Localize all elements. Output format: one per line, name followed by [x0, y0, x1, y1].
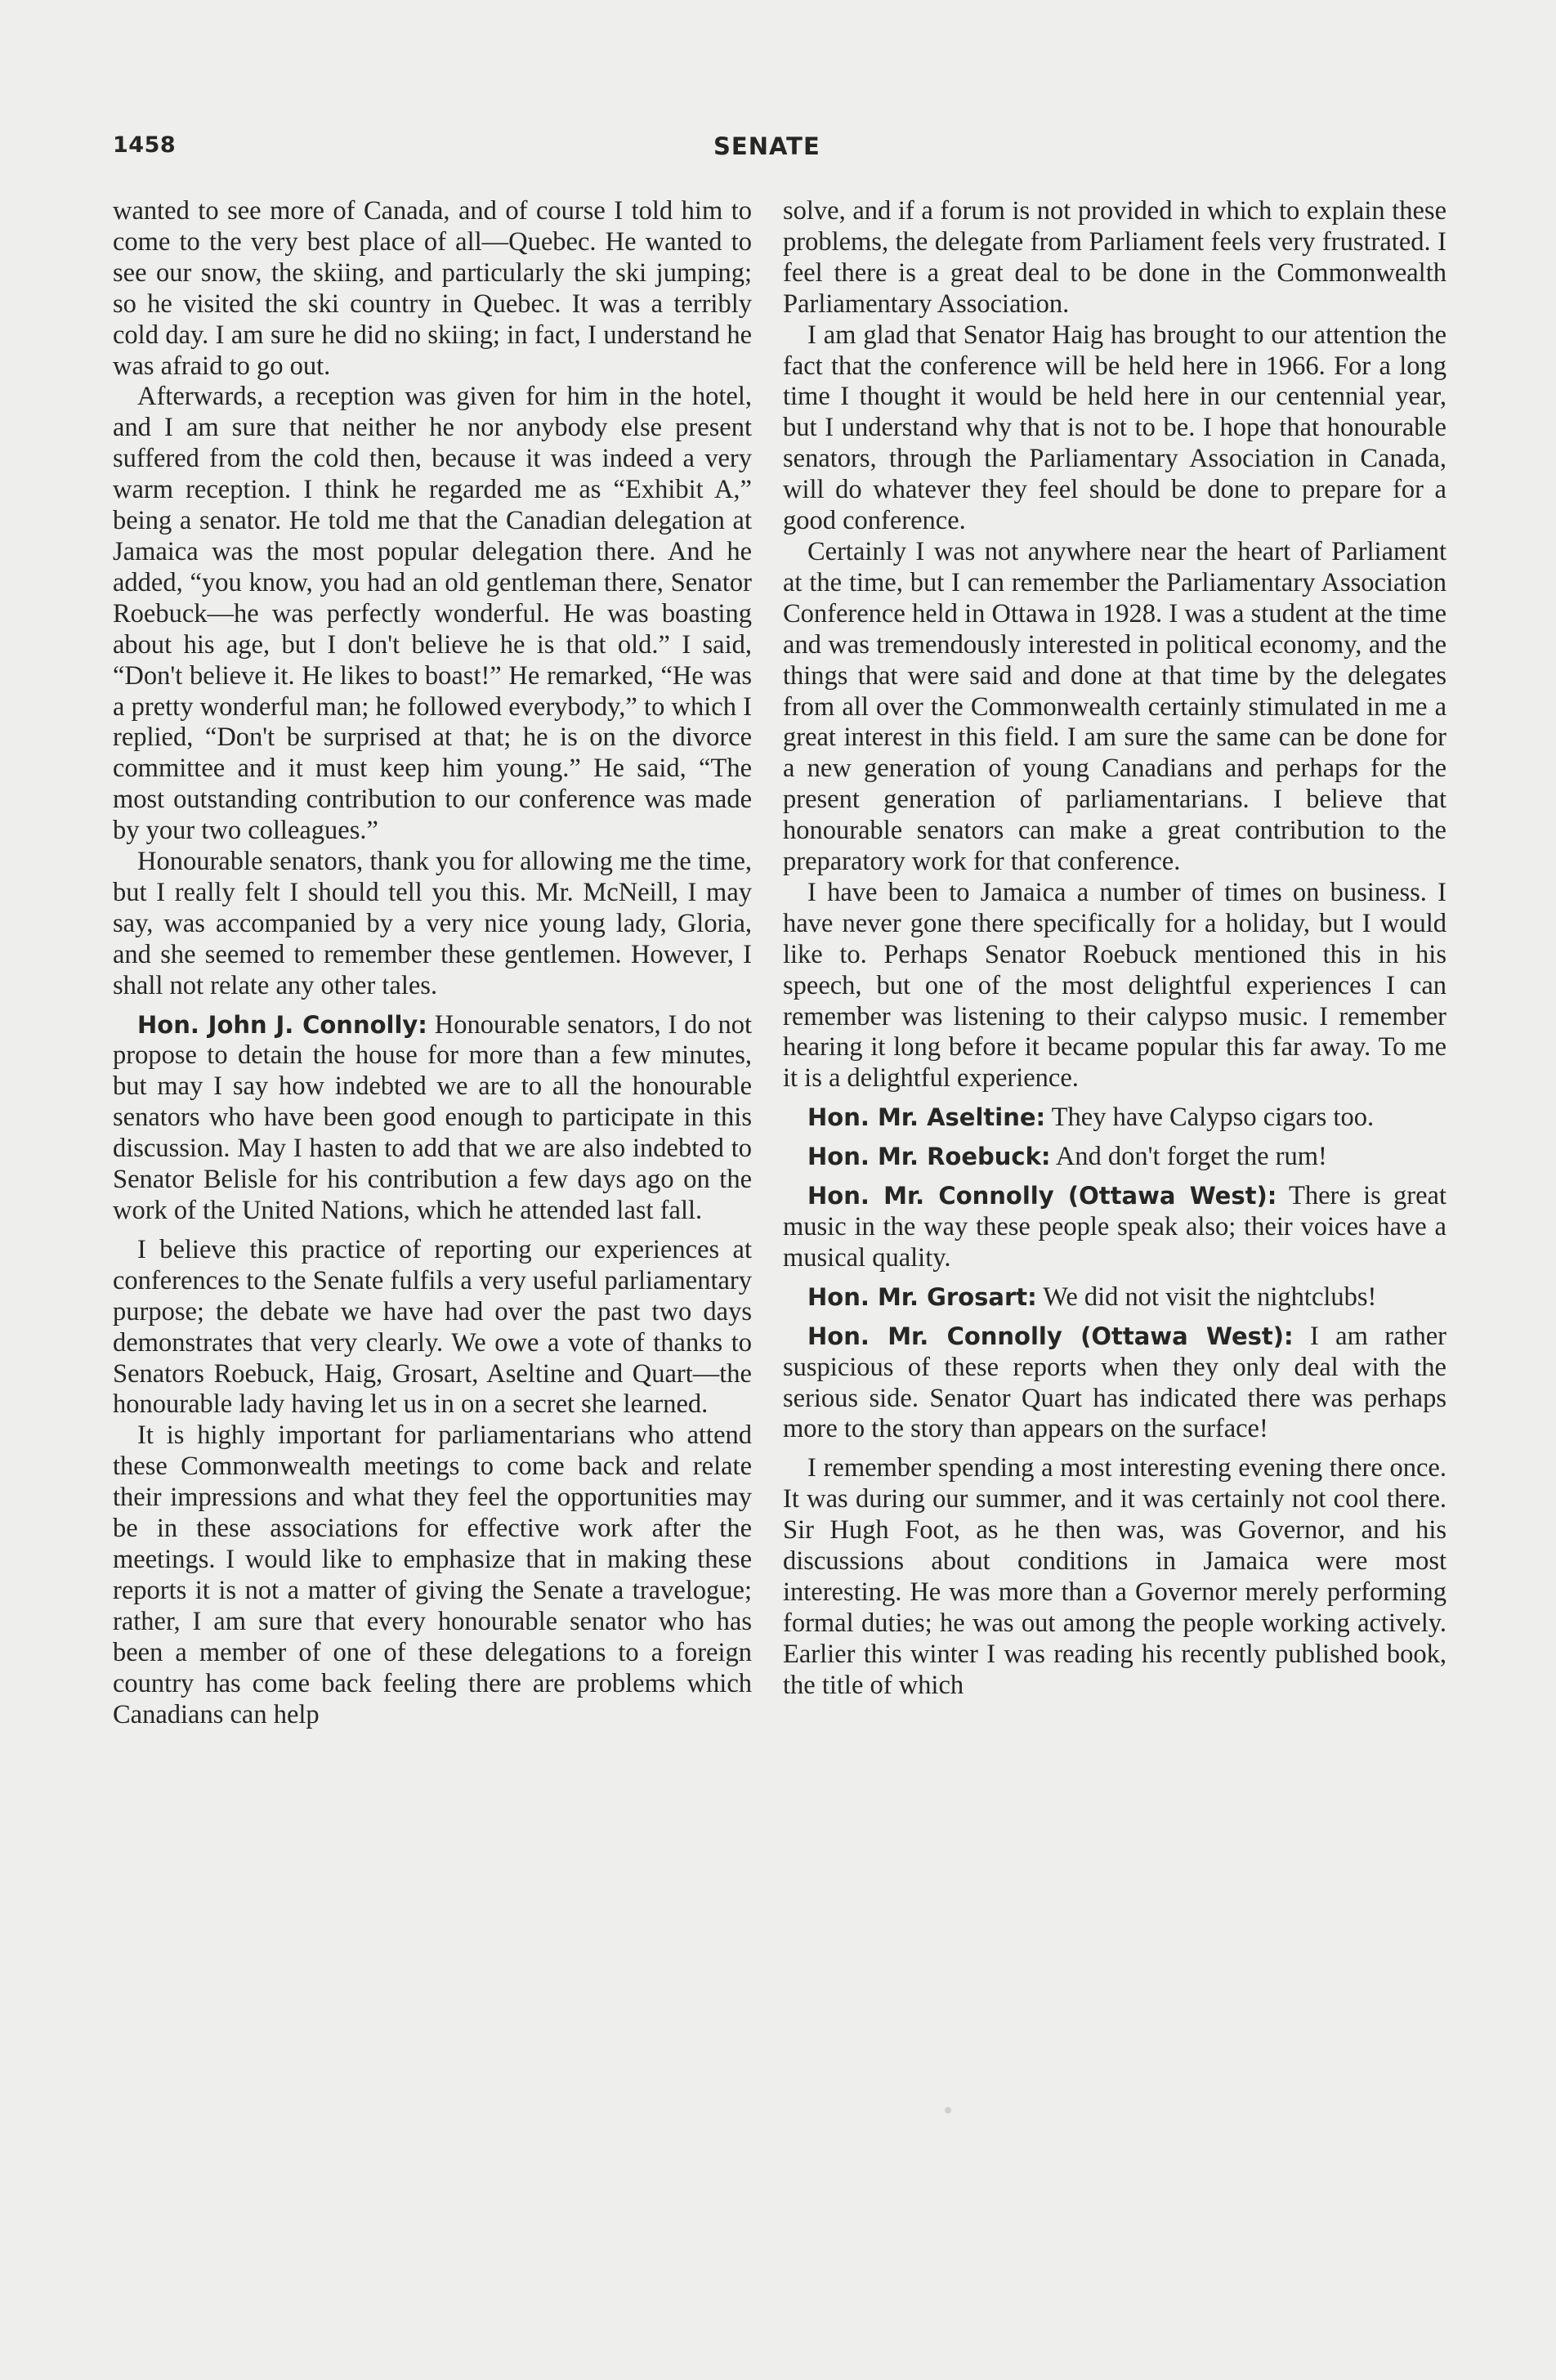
speaker-name: Hon. Mr. Aseltine: [807, 1103, 1046, 1132]
paragraph: I am glad that Senator Haig has brought to our attention the fact that the conference will be held here in 1966. For a long time I thought it would be held here in our centennial year, but I understand why that is not to be. I hope that honourable senators, through the Parliamentary Association in Canada, will do whatever they feel should be done to prepare for a good conference. [783, 320, 1446, 536]
paragraph: Certainly I was not anywhere near the heart of Parliament at the time, but I can remember the Parliamentary Association Conference held in Ottawa in 1928. I was a student at the time and was tremendously interested in political economy, and the things that were said and done at that time by the delegates from all over the Commonwealth certainly stimulated in me a great interest in this field. I am sure the same can be done for a new generation of young Canadians and perhaps for the present generation of parliamentarians. I believe that honourable senators can make a great contribution to the preparatory work for that conference. [783, 536, 1446, 877]
speech-paragraph [783, 1142, 1446, 1173]
speech-text: We did not visit the nightclubs! [1036, 1282, 1377, 1312]
speech-text: There is great music in the way these people speak also; their voices have a musical quality. [783, 1181, 1446, 1273]
speech-text: I am rather suspicious of these reports when they only deal with the serious side. Senator Quart has indicated there was perhaps more to the story than appears on the surface! [783, 1321, 1446, 1444]
speaker-name: Hon. Mr. Grosart: [807, 1282, 1037, 1311]
paragraph: solve, and if a forum is not provided in which to explain these problems, the delegate from Parliament feels very frustrated. I feel there is a great deal to be done in the Commonwealth Parliamentary Association. [783, 196, 1446, 319]
page-header [113, 123, 1443, 172]
right-column [783, 196, 1446, 1702]
speech-text: Honourable senators, I do not propose to detain the house for more than a few minutes, but may I say how indebted we are to all the honourable senators who have been good enough to participate in this discussion. May I hasten to add that we are also indebted to Senator Belisle for his contribution a few days ago on the work of the United Nations, which he attended last fall. [113, 1009, 752, 1225]
speech-text: They have Calypso cigars too. [1045, 1103, 1375, 1133]
speech-text: And don't forget the rum! [1050, 1142, 1327, 1172]
paragraph: It is highly important for parliamentarians who attend these Commonwealth meetings to come back and relate their impressions and what they feel the opportunities may be in these associations for effective work after the meetings. I would like to emphasize that in making these reports it is not a matter of giving the Senate a travelogue; rather, I am sure that every honourable senator who has been a member of one of these delegations to a foreign country has come back feeling there are problems which Canadians can help [113, 1420, 752, 1729]
speaker-name: Hon. Mr. Roebuck: [807, 1143, 1051, 1171]
speech-paragraph [113, 1010, 752, 1227]
speech-paragraph [783, 1181, 1446, 1274]
speaker-name: Hon. Mr. Connolly (Ottawa West): [807, 1322, 1294, 1350]
paragraph: I have been to Jamaica a number of times on business. I have never gone there specifically for a holiday, but I would like to. Perhaps Senator Roebuck mentioned this in his speech, but one of the most delightful experiences I can remember was listening to their calypso music. I remember hearing it long before it became popular this far away. To me it is a delightful experience. [783, 877, 1446, 1094]
page-number: 1458 [113, 132, 177, 158]
running-head: SENATE [713, 132, 820, 160]
scan-mark [945, 2107, 951, 2114]
speaker-name: Hon. John J. Connolly: [137, 1010, 427, 1039]
speech-paragraph [783, 1103, 1446, 1134]
speech-paragraph [783, 1322, 1446, 1446]
left-column [113, 196, 752, 1730]
speech-paragraph [783, 1282, 1446, 1313]
paragraph: I remember spending a most interesting evening there once. It was during our summer, and it was certainly not cool there. Sir Hugh Foot, as he then was, was Governor, and his discussions about conditions in Jamaica were most interesting. He was more than a Governor merely performing formal duties; he was out among the people working actively. Earlier this winter I was reading his recently published book, the title of which [783, 1453, 1446, 1700]
paragraph: I believe this practice of reporting our experiences at conferences to the Senate fulfils a very useful parliamentary purpose; the debate we have had over the past two days demonstrates that very clearly. We owe a vote of thanks to Senators Roebuck, Haig, Grosart, Aseltine and Quart—the honourable lady having let us in on a secret she learned. [113, 1234, 752, 1420]
paragraph: Honourable senators, thank you for allowing me the time, but I really felt I should tell you this. Mr. McNeill, I may say, was accompanied by a very nice young lady, Gloria, and she seemed to remember these gentlemen. However, I shall not relate any other tales. [113, 847, 752, 1000]
paragraph: Afterwards, a reception was given for him in the hotel, and I am sure that neither he nor anybody else present suffered from the cold then, because it was indeed a very warm reception. I think he regarded me as “Exhibit A,” being a senator. He told me that the Canadian delegation at Jamaica was the most popular delegation there. And he added, “you know, you had an old gentleman there, Senator Roebuck—he was perfectly wonderful. He was boasting about his age, but I don't believe he is that old.” I said, “Don't believe it. He likes to boast!” He remarked, “He was a pretty wonderful man; he followed everybody,” to which I replied, “Don't be surprised at that; he is on the divorce committee and it must keep him young.” He said, “The most outstanding contribution to our conference was made by your two colleagues.” [113, 382, 752, 846]
paragraph: wanted to see more of Canada, and of course I told him to come to the very best place of all—Quebec. He wanted to see our snow, the skiing, and particularly the ski jumping; so he visited the ski country in Quebec. It was a terribly cold day. I am sure he did no skiing; in fact, I understand he was afraid to go out. [113, 196, 752, 381]
speaker-name: Hon. Mr. Connolly (Ottawa West): [807, 1182, 1277, 1210]
